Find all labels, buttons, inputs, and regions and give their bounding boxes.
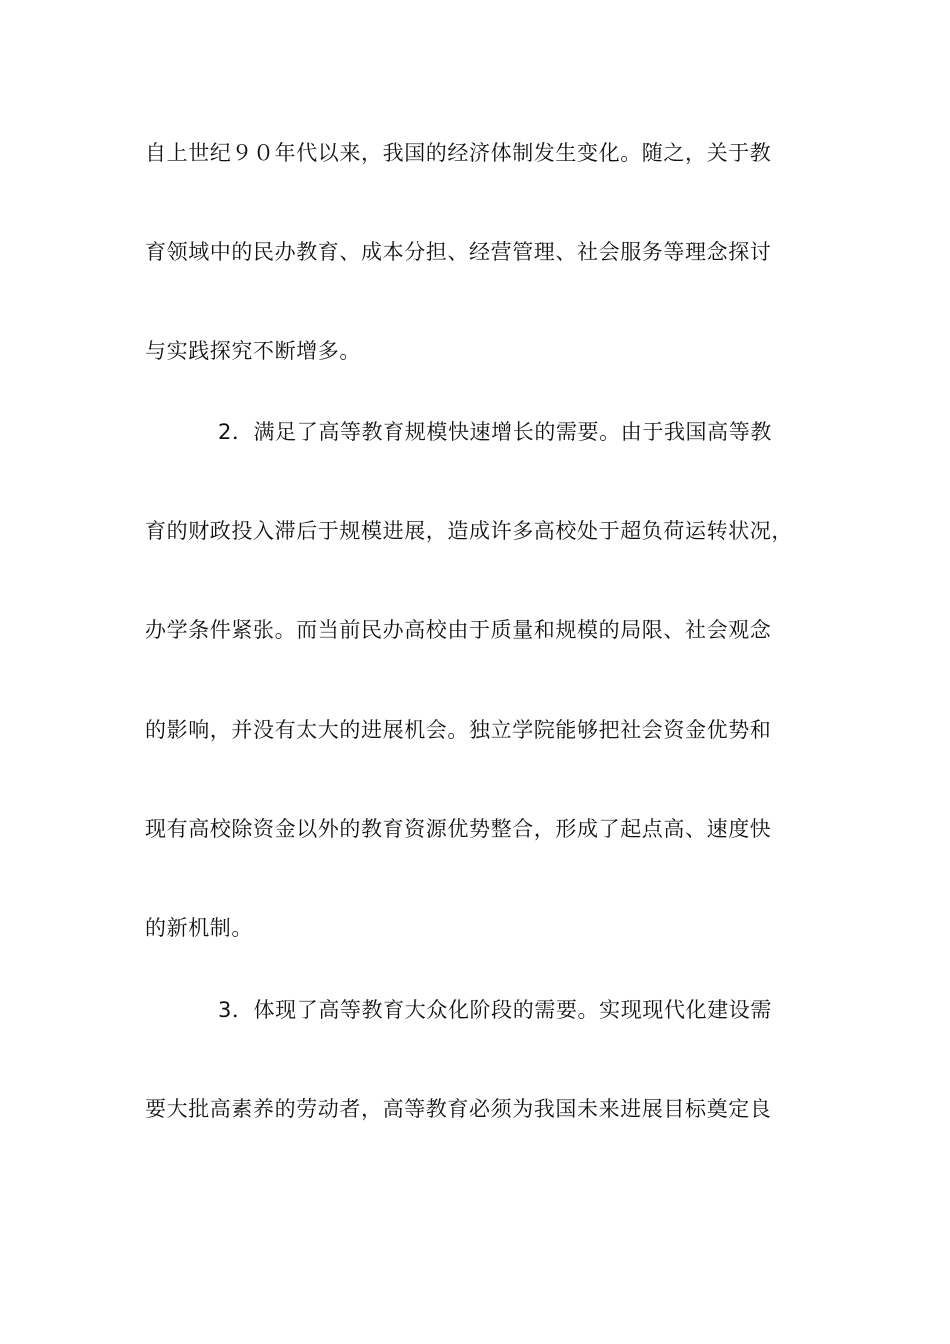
text-line: 现有高校除资金以外的教育资源优势整合，形成了起点高、速度快 [145,817,772,841]
paragraph-start-line: 3．体现了高等教育大众化阶段的需要。实现现代化建设需 [218,998,772,1022]
paragraph-start-line: 2．满足了高等教育规模快速增长的需要。由于我国高等教 [218,420,772,444]
text-line: 的影响，并没有太大的进展机会。独立学院能够把社会资金优势和 [145,718,772,742]
text-line: 办学条件紧张。而当前民办高校由于质量和规模的局限、社会观念 [145,618,772,642]
text-line: 要大批高素养的劳动者，高等教育必须为我国未来进展目标奠定良 [145,1097,772,1121]
text-line: 育的财政投入滞后于规模进展，造成许多高校处于超负荷运转状况， [145,519,793,543]
text-line: 育领域中的民办教育、成本分担、经营管理、社会服务等理念探讨 [145,240,772,264]
text-line: 与实践探究不断增多。 [145,339,361,363]
text-line: 的新机制。 [145,916,253,940]
text-line: 自上世纪９０年代以来，我国的经济体制发生变化。随之，关于教 [145,141,772,165]
